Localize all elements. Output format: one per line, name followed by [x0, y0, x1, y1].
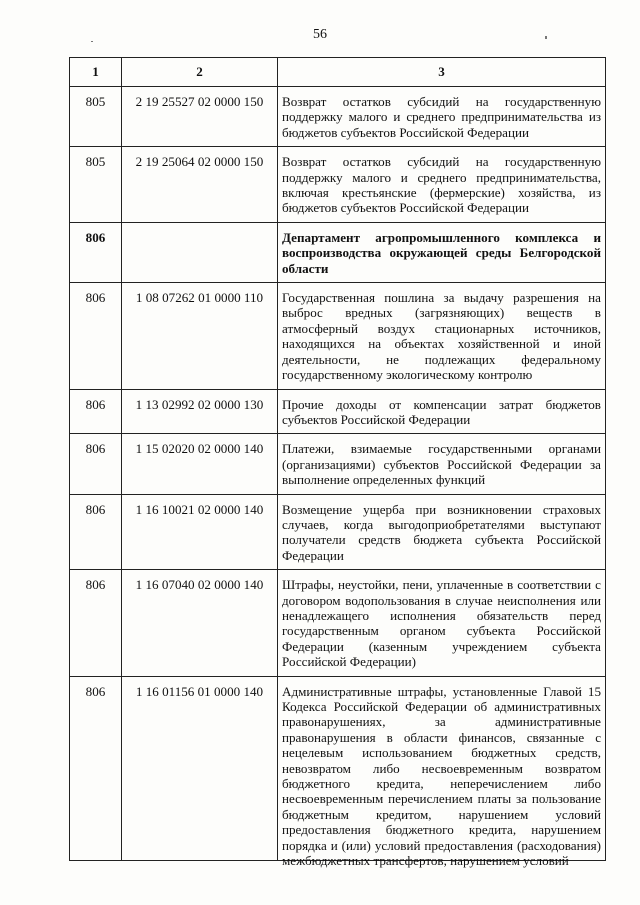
budget-code: 1 13 02992 02 0000 130	[122, 389, 278, 434]
budget-code: 1 16 01156 01 0000 140	[122, 676, 278, 860]
document-table	[69, 57, 606, 869]
table-row	[70, 434, 606, 494]
admin-code: 806	[70, 283, 122, 389]
budget-code	[122, 222, 278, 282]
income-description: Возврат остатков субсидий на государственную поддержку малого и среднего предпринимательства из бюджетов субъектов Российской Федерации	[278, 87, 606, 147]
header-row	[70, 58, 606, 87]
budget-code: 1 16 10021 02 0000 140	[122, 494, 278, 570]
department-name: Департамент агропромышленного комплекса и воспроизводства окружающей среды Белгородской области	[278, 222, 606, 282]
income-description: Штрафы, неустойки, пени, уплаченные в соответствии с договором водопользования в случае неисполнения или ненадлежащего исполнения обязательств перед государственным органом субъекта Российской Федерации (казенным учреждением субъекта Российской Федерации)	[278, 570, 606, 676]
table-row	[70, 283, 606, 389]
table-row	[70, 389, 606, 434]
department-row	[70, 222, 606, 282]
budget-code: 1 08 07262 01 0000 110	[122, 283, 278, 389]
budget-code: 1 16 07040 02 0000 140	[122, 570, 278, 676]
admin-code: 806	[70, 494, 122, 570]
budget-code: 1 15 02020 02 0000 140	[122, 434, 278, 494]
admin-code: 806	[70, 222, 122, 282]
income-description: Возврат остатков субсидий на государственную поддержку малого и среднего предпринимательства, включая крестьянские (фермерские) хозяйства, из бюджетов субъектов Российской Федерации	[278, 147, 606, 223]
table-row	[70, 570, 606, 676]
admin-code: 806	[70, 434, 122, 494]
admin-code: 806	[70, 389, 122, 434]
scan-speck	[545, 36, 547, 39]
income-description: Административные штрафы, установленные Главой 15 Кодекса Российской Федерации об административных правонарушениях, за административные правонарушения в области финансов, связанные с нецелевым использованием бюджетных средств, невозвратом либо несвоевременным возвратом бюджетного кредита, неперечислением либо несвоевременным перечислением платы за пользование бюджетным кредитом, нарушением условий предоставления бюджетного кредита, нарушением порядка и (или) условий предоставления (расходования) межбюджетных трансфертов, нарушением условий	[282, 683, 601, 869]
income-description: Прочие доходы от компенсации затрат бюджетов субъектов Российской Федерации	[278, 389, 606, 434]
budget-code: 2 19 25527 02 0000 150	[122, 87, 278, 147]
income-description: Возмещение ущерба при возникновении страховых случаев, когда выгодоприобретателями выступают получатели средств бюджета субъекта Российской Федерации	[278, 494, 606, 570]
header-col-3: 3	[278, 58, 606, 87]
table-row	[70, 676, 606, 860]
admin-code: 806	[70, 570, 122, 676]
admin-code: 806	[70, 676, 122, 860]
page-number: 56	[313, 27, 327, 42]
admin-code: 805	[70, 87, 122, 147]
budget-code: 2 19 25064 02 0000 150	[122, 147, 278, 223]
income-description: Платежи, взимаемые государственными органами (организациями) субъектов Российской Федерации за выполнение определенных функций	[278, 434, 606, 494]
header-col-1: 1	[70, 58, 122, 87]
scan-speck	[91, 41, 93, 42]
table-row	[70, 147, 606, 223]
admin-code: 805	[70, 147, 122, 223]
income-description-cell	[278, 676, 606, 869]
income-description: Государственная пошлина за выдачу разрешения на выброс вредных (загрязняющих) веществ в атмосферный воздух стационарных источников, находящихся на объектах хозяйственной и иной деятельности, не подлежащих федеральному государственному экологическому контролю	[278, 283, 606, 389]
table-row	[70, 87, 606, 147]
header-col-2: 2	[122, 58, 278, 87]
table-row	[70, 494, 606, 570]
